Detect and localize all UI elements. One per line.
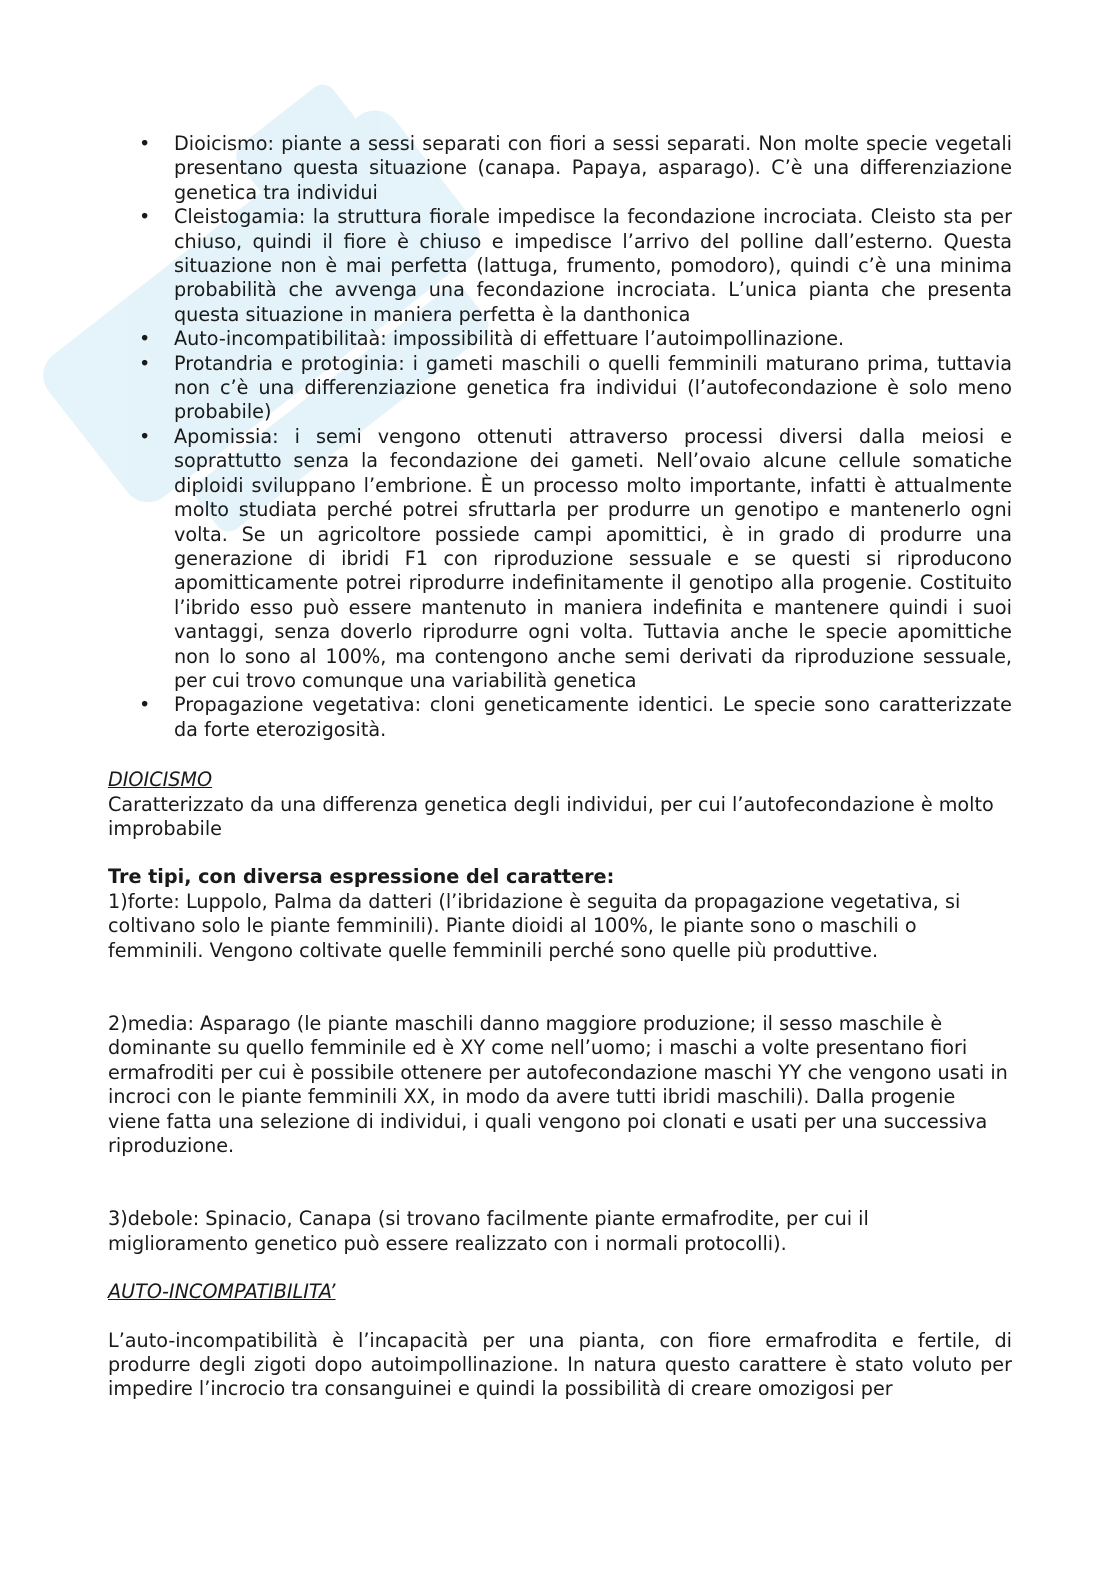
autoincompatibilita-heading: AUTO-INCOMPATIBILITA’: [108, 1280, 336, 1304]
bullet-list: [108, 132, 1012, 742]
list-item: • Cleistogamia: la struttura fiorale impedisce la fecondazione incrociata. Cleisto sta per chiuso, quindi il fiore è chiuso e impedisce l’arrivo del polline dall’esterno. Questa situazione non è mai perfetta (lattuga, frumento, pomodoro), quindi c’è una minima probabilità che avvenga una fecondazione incrociata. L’unica pianta che presenta questa situazione in maniera perfetta è la danthonica: [108, 205, 1012, 327]
list-item: • Apomissia: i semi vengono ottenuti attraverso processi diversi dalla meiosi e soprattutto senza la fecondazione dei gameti. Nell’ovaio alcune cellule somatiche diploidi sviluppano l’embrione. È un processo molto importante, infatti è attualmente molto studiata perché potrei sfruttarla per produrre un genotipo e mantenerlo ogni volta. Se un agricoltore possiede campi apomittici, è in grado di produrre una generazione di ibridi F1 con riproduzione sessuale e se questi si riproducono apomitticamente potrei riprodurre indefinitamente il genotipo alla progenie. Costituito l’ibrido esso può essere mantenuto in maniera indefinita e mantenere quindi i suoi vantaggi, senza doverlo riprodurre ogni volta. Tuttavia anche le specie apomittiche non lo sono al 100%, ma contengono anche semi derivati da riproduzione sessuale, per cui trovo comunque una variabilità genetica: [108, 425, 1012, 693]
type-debole: 3)debole: Spinacio, Canapa (si trovano facilmente piante ermafrodite, per cui il miglioramento genetico può essere realizzato con i normali protocolli).: [108, 1207, 869, 1255]
types-heading: Tre tipi, con diversa espressione del carattere:: [108, 865, 615, 889]
autoincompatibilita-text: L’auto-incompatibilità è l’incapacità per una pianta, con fiore ermafrodita e fertile, di produrre degli zigoti dopo autoimpollinazione. In natura questo carattere è stato voluto per impedire l’incrocio tra consanguinei e quindi la possibilità di creare omozigosi per: [108, 1328, 1012, 1401]
type-media: 2)media: Asparago (le piante maschili danno maggiore produzione; il sesso maschile è dominante su quello femminile ed è XY come nell’uomo; i maschi a volte presentano fiori ermafroditi per cui è possibile ottenere per autofecondazione maschi YY che vengono usati in incroci con le piante femminili XX, in modo da avere tutti ibridi maschili). Dalla progenie viene fatta una selezione di individui, i quali vengono poi clonati e usati per una successiva riproduzione.: [108, 1012, 1008, 1158]
list-item: • Propagazione vegetativa: cloni geneticamente identici. Le specie sono caratterizzate da forte eterozigosità.: [108, 693, 1012, 742]
dioicismo-heading: DIOICISMO: [108, 768, 213, 792]
type-forte: 1)forte: Luppolo, Palma da datteri (l’ibridazione è seguita da propagazione vegetativa, si coltivano solo le piante femminili). Piante dioidi al 100%, le piante sono o maschili o femminili. Vengono coltivate quelle femminili perché sono quelle più produttive.: [108, 889, 961, 962]
dioicismo-intro: Caratterizzato da una differenza genetica degli individui, per cui l’autofecondazione è molto improbabile: [108, 792, 994, 840]
list-item: • Protandria e protoginia: i gameti maschili o quelli femminili maturano prima, tuttavia non c’è una differenziazione genetica fra individui (l’autofecondazione è solo meno probabile): [108, 352, 1012, 425]
document-page: [108, 132, 1012, 1402]
list-item: • Dioicismo: piante a sessi separati con fiori a sessi separati. Non molte specie vegetali presentano questa situazione (canapa. Papaya, asparago). C’è una differenziazione genetica tra individui: [108, 132, 1012, 205]
list-item: • Auto-incompatibilitaà: impossibilità di effettuare l’autoimpollinazione.: [108, 327, 1012, 351]
